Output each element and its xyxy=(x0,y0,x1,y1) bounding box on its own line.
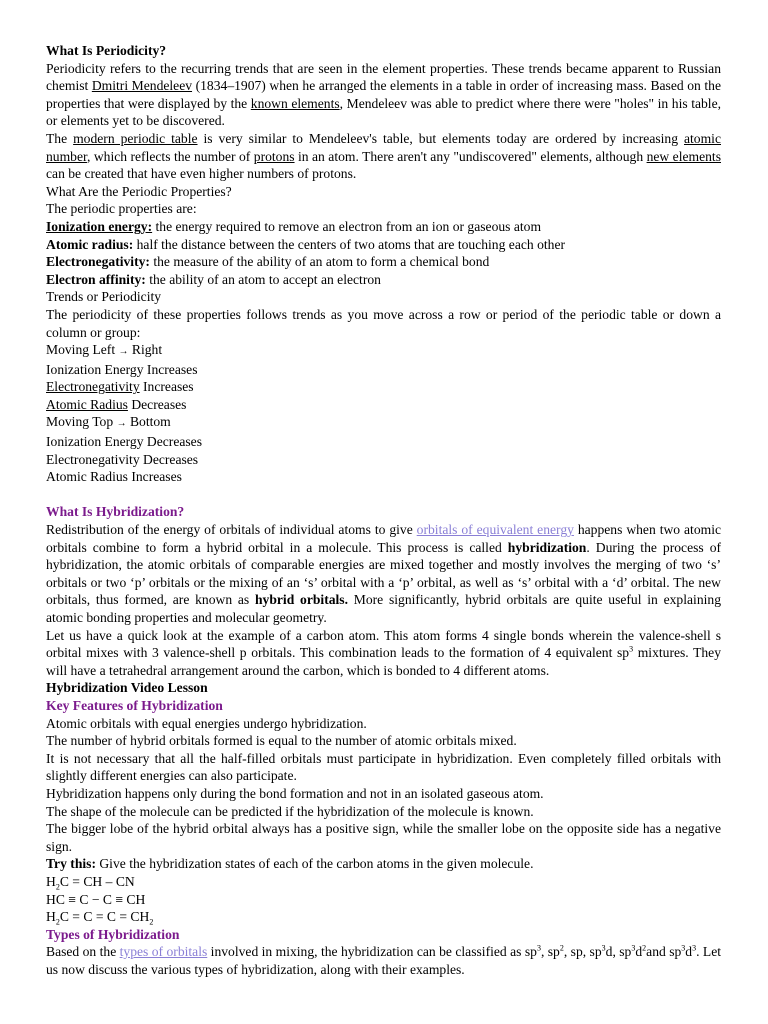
hybridization-heading: What Is Hybridization? xyxy=(46,504,185,520)
text-run: Bottom xyxy=(126,414,171,430)
trend-item: Atomic Radius Increases xyxy=(46,469,182,485)
molecule-2: HC ≡ C − C ≡ CH xyxy=(46,891,146,907)
link-atomic-radius[interactable]: Atomic Radius xyxy=(46,396,128,412)
property-electronegativity xyxy=(46,253,721,271)
types-heading: Types of Hybridization xyxy=(46,926,180,942)
document-page xyxy=(46,42,721,978)
text-run: H xyxy=(46,909,56,925)
superscript: 3 xyxy=(536,943,541,953)
link-protons[interactable]: protons xyxy=(253,148,295,164)
hybridization-paragraph-1 xyxy=(46,521,721,627)
text-run: Decreases xyxy=(127,396,187,412)
key-feature-item: The bigger lobe of the hybrid orbital always has a positive sign, while the smaller lobe on the opposite side has a negative sign. xyxy=(46,821,721,854)
text-run: can be created that have even higher numbers of protons. xyxy=(46,166,357,182)
link-electronegativity[interactable]: Electronegativity xyxy=(46,379,140,395)
link-modern-periodic-table[interactable]: modern periodic table xyxy=(73,130,198,146)
trends-heading: Trends or Periodicity xyxy=(46,289,162,305)
text-run: happens when two atomic orbitals combine to form a hybrid orbital in a molecule. This process is called xyxy=(46,522,722,555)
link-dmitri-mendeleev[interactable]: Dmitri Mendeleev xyxy=(91,78,193,94)
text-run: and sp xyxy=(646,944,682,960)
superscript: 3 xyxy=(601,943,606,953)
periodicity-heading: What Is Periodicity? xyxy=(46,43,167,58)
trends-paragraph: The periodicity of these properties follows trends as you move across a row or period of the periodic table or down a column or group: xyxy=(46,306,721,340)
video-lesson-heading: Hybridization Video Lesson xyxy=(46,680,208,696)
text-run: . Let us now discuss the various types of hybridization, along with their examples. xyxy=(46,944,721,977)
property-label: Electron affinity: xyxy=(46,271,146,287)
text-run: half the distance between the centers of two atoms that are touching each other xyxy=(133,236,566,252)
superscript: 3 xyxy=(692,943,697,953)
periodic-properties-intro: The periodic properties are: xyxy=(46,201,197,217)
text-run: the measure of the ability of an atom to form a chemical bond xyxy=(149,254,490,270)
subscript: 2 xyxy=(149,917,154,927)
link-atomic-number[interactable]: atomic number xyxy=(46,130,721,164)
property-electron-affinity xyxy=(46,271,721,289)
key-feature-item: The number of hybrid orbitals formed is equal to the number of atomic orbitals mixed. xyxy=(46,733,517,749)
text-run: . During the process of hybridization, the atomic orbitals of comparable energies are mixed together and mostly involves the merging of two ‘s’ orbitals or two ‘p’ orbitals or the mixing of an ‘s’ orbital with a ‘p’ orbital, as well as ‘s’ orbital with a ‘d’ orbital. The new orbitals, thus formed, are known as xyxy=(46,539,722,608)
text-run: the ability of an atom to accept an electron xyxy=(145,271,381,287)
spacer xyxy=(46,486,721,504)
molecule-1 xyxy=(46,873,721,891)
text-run: mixtures. They will have a tetrahedral arrangement around the carbon, which is bonded to 4 different atoms. xyxy=(46,645,722,678)
text-run: More significantly, hybrid orbitals are quite useful in explaining atomic bonding properties and molecular geometry. xyxy=(46,592,721,625)
bold-term: hybrid orbitals. xyxy=(254,592,348,608)
try-this xyxy=(46,855,721,873)
subscript: 2 xyxy=(55,917,60,927)
types-paragraph xyxy=(46,943,721,978)
text-run: d xyxy=(635,944,643,960)
superscript: 3 xyxy=(629,644,634,654)
property-ionization-energy xyxy=(46,218,721,236)
link-orbitals-equivalent-energy[interactable]: orbitals of equivalent energy xyxy=(416,522,574,538)
text-run: , sp, sp xyxy=(563,944,602,960)
property-label: Atomic radius: xyxy=(46,236,134,252)
superscript: 3 xyxy=(631,943,636,953)
text-run: d, sp xyxy=(605,944,632,960)
right-arrow-icon: → xyxy=(118,346,129,358)
text-run: Give the hybridization states of each of the carbon atoms in the given molecule. xyxy=(95,856,534,872)
text-run: (1834–1907) when he arranged the elements in a table in order of increasing mass. Based on the properties that were displayed by the xyxy=(46,78,721,111)
text-run: is very similar to Mendeleev's table, but elements today are ordered by increasing xyxy=(197,130,684,146)
hybridization-paragraph-2 xyxy=(46,627,721,680)
link-new-elements[interactable]: new elements xyxy=(646,148,721,164)
text-run: in an atom. There aren't any "undiscovered" elements, although xyxy=(294,148,647,164)
text-run: Moving Top xyxy=(46,414,117,430)
text-run: Let us have a quick look at the example of a carbon atom. This atom forms 4 single bonds wherein the valence-shell s orbital mixes with 3 valence-shell p orbitals. This combination leads to the formation of 4 equivalent sp xyxy=(46,627,721,661)
text-run: H xyxy=(46,873,56,889)
key-feature-item: It is not necessary that all the half-filled orbitals must participate in hybridization. Even completely filled orbitals with slightly different energies can also participate. xyxy=(46,750,721,784)
superscript: 3 xyxy=(681,943,686,953)
periodicity-paragraph-1 xyxy=(46,60,721,130)
text-run: Periodicity refers to the recurring trends that are seen in the element properties. These trends became apparent to Russian chemist xyxy=(46,60,721,94)
text-run: the energy required to remove an electron from an ion or gaseous atom xyxy=(152,218,542,234)
periodic-properties-heading: What Are the Periodic Properties? xyxy=(46,183,232,199)
moving-top-bottom xyxy=(46,413,721,433)
key-features-heading: Key Features of Hybridization xyxy=(46,697,223,713)
text-run: Right xyxy=(128,342,163,358)
periodicity-paragraph-2 xyxy=(46,130,721,183)
text-run: The xyxy=(46,130,74,146)
key-feature-item: The shape of the molecule can be predicted if the hybridization of the molecule is known. xyxy=(46,803,534,819)
property-label: Electronegativity: xyxy=(46,254,150,270)
link-ionization-energy[interactable]: Ionization energy: xyxy=(46,218,153,234)
text-run: , which reflects the number of xyxy=(86,148,254,164)
bold-term: hybridization xyxy=(507,539,587,555)
trend-item xyxy=(46,396,721,414)
superscript: 2 xyxy=(642,943,647,953)
text-run: , sp xyxy=(540,944,560,960)
superscript: 2 xyxy=(559,943,564,953)
text-run: Based on the xyxy=(46,944,120,960)
text-run: Moving Left xyxy=(46,342,119,358)
property-atomic-radius xyxy=(46,236,721,254)
link-known-elements[interactable]: known elements xyxy=(250,95,340,111)
try-label: Try this: xyxy=(46,856,96,872)
text-run: Increases xyxy=(139,379,194,395)
key-feature-item: Hybridization happens only during the bond formation and not in an isolated gaseous atom. xyxy=(46,785,544,801)
trend-item: Ionization Energy Decreases xyxy=(46,434,203,450)
text-run: , Mendeleev was able to predict where there were "holes" in his table, or elements yet to be discovered. xyxy=(46,95,722,129)
molecule-3 xyxy=(46,908,721,926)
trend-item xyxy=(46,378,721,396)
link-types-of-orbitals[interactable]: types of orbitals xyxy=(119,944,208,960)
text-run: d xyxy=(685,944,693,960)
text-run: involved in mixing, the hybridization can be classified as sp xyxy=(207,944,537,960)
text-run: C = C = C = CH xyxy=(59,909,150,925)
moving-left-right xyxy=(46,341,721,361)
trend-item: Ionization Energy Increases xyxy=(46,361,198,377)
subscript: 2 xyxy=(55,882,60,892)
key-feature-item: Atomic orbitals with equal energies undergo hybridization. xyxy=(46,715,367,731)
text-run: C = CH – CN xyxy=(59,873,135,889)
text-run: Redistribution of the energy of orbitals of individual atoms to give xyxy=(46,522,417,538)
right-arrow-icon: → xyxy=(116,418,127,430)
trend-item: Electronegativity Decreases xyxy=(46,451,199,467)
